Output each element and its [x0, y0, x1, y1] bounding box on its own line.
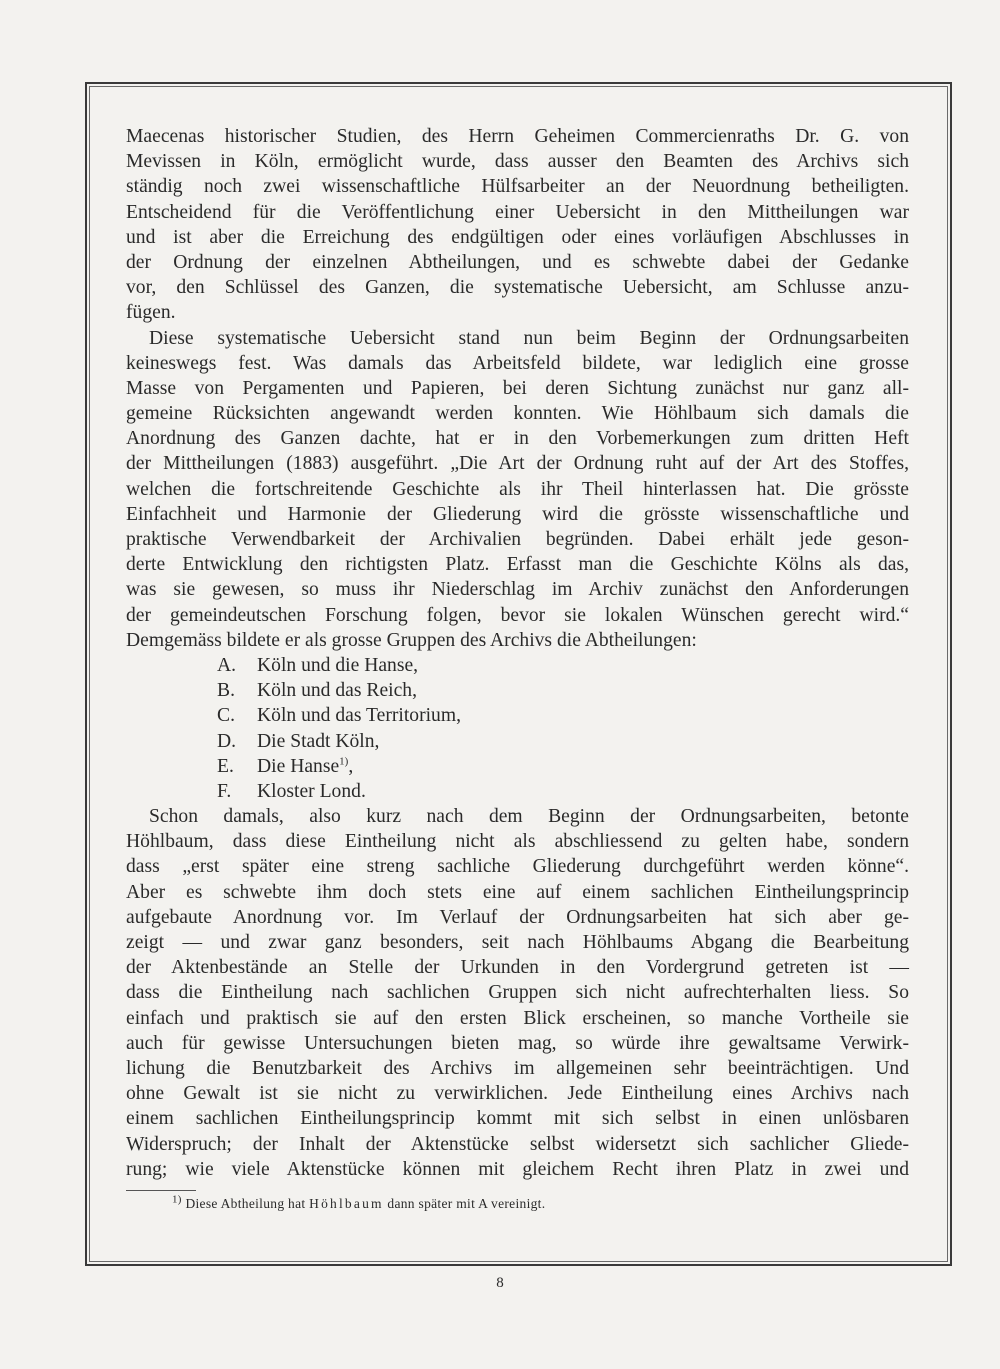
text-line: und ist aber die Erreichung des endgültigen oder eines vorläufigen Abschlusses in — [126, 226, 909, 248]
text-line: auch für gewisse Untersuchungen bieten mag, so würde ihre gewaltsame Verwirk- — [126, 1032, 909, 1054]
page-number: 8 — [496, 1275, 504, 1291]
text-line: Mevissen in Köln, ermöglicht wurde, dass ausser den Beamten des Archivs sich — [126, 151, 909, 173]
text-line: vor, den Schlüssel des Ganzen, die systematische Uebersicht, am Schlusse anzu- — [126, 277, 909, 299]
text-line: Demgemäss bildete er als grosse Gruppen des Archivs die Abtheilungen: — [126, 629, 697, 651]
list-text: Köln und das Reich, — [257, 680, 417, 702]
list-letter: C. — [217, 705, 235, 727]
text-line: was sie gewesen, so muss ihr Niederschlag im Archiv zunächst den Anforderungen — [126, 579, 909, 601]
footnote-text-after: dann später mit A vereinigt. — [387, 1196, 546, 1211]
text-line: Einfachheit und Harmonie der Gliederung wird die grösste wissenschaftliche und — [126, 503, 909, 525]
text-line: Schon damals, also kurz nach dem Beginn der Ordnungsarbeiten, betonte — [149, 806, 909, 828]
text-line: Maecenas historischer Studien, des Herrn Geheimen Commercienraths Dr. G. von — [126, 126, 909, 147]
list-item — [126, 703, 909, 728]
text-line: keineswegs fest. Was damals das Arbeitsfeld bildete, war lediglich eine grosse — [126, 352, 909, 374]
text-line: einem sachlichen Eintheilungsprincip kommt mit sich selbst in einen unlösbaren — [126, 1108, 909, 1130]
list-item — [126, 729, 909, 754]
text-line: Masse von Pergamenten und Papieren, bei deren Sichtung zunächst nur ganz all- — [126, 377, 909, 399]
body-text — [126, 124, 909, 1182]
text-line: der Mittheilungen (1883) ausgeführt. „Die Art der Ordnung ruht auf der Art des Stoffes, — [126, 453, 909, 475]
text-line: dass „erst später eine streng sachliche Gliederung durchgeführt werden könne“. — [126, 856, 909, 878]
text-line: der Aktenbestände an Stelle der Urkunden in den Vordergrund getreten ist — — [126, 957, 909, 979]
text-line: aufgebaute Anordnung vor. Im Verlauf der Ordnungsarbeiten hat sich aber ge- — [126, 906, 909, 928]
footnote — [172, 1193, 546, 1212]
text-line: ständig noch zwei wissenschaftliche Hülfsarbeiter an der Neuordnung betheiligten. — [126, 176, 909, 198]
text-line: welchen die fortschreitende Geschichte als ihr Theil hinterlassen hat. Die grösste — [126, 478, 909, 500]
list-letter: F. — [217, 780, 232, 802]
footnote-divider — [126, 1190, 196, 1191]
text-line: zeigt — und zwar ganz besonders, seit nach Höhlbaums Abgang die Bearbeitung — [126, 932, 909, 953]
list-letter: D. — [217, 730, 237, 752]
list-letter: E. — [217, 755, 234, 777]
text-line: Höhlbaum, dass diese Eintheilung nicht als abschliessend zu gelten habe, sondern — [126, 831, 909, 853]
text-line: praktische Verwendbarkeit der Archivalien begründen. Dabei erhält jede geson- — [126, 529, 909, 550]
footnote-name: Höhlbaum — [309, 1196, 384, 1211]
list-text: Die Stadt Köln, — [257, 730, 380, 752]
footnote-mark: 1) — [172, 1193, 182, 1206]
list-text: Kloster Lond. — [257, 780, 366, 802]
list-item — [126, 779, 909, 804]
text-line: Anordnung des Ganzen dachte, hat er in den Vorbemerkungen zum dritten Heft — [126, 428, 909, 450]
text-line: gemeine Rücksichten angewandt werden konnten. Wie Höhlbaum sich damals die — [126, 403, 909, 425]
text-line: einfach und praktisch sie auf den ersten Blick erscheinen, so manche Vortheile sie — [126, 1007, 909, 1029]
text-line: Aber es schwebte ihm doch stets eine auf einem sachlichen Eintheilungsprincip — [126, 881, 909, 903]
text-line: derte Entwicklung den richtigsten Platz. Erfasst man die Geschichte Kölns als das, — [126, 554, 909, 576]
text-line: Entscheidend für die Veröffentlichung einer Uebersicht in den Mittheilungen war — [126, 201, 909, 223]
list-item — [126, 754, 909, 779]
text-line: rung; wie viele Aktenstücke können mit gleichem Recht ihren Platz in zwei und — [126, 1158, 909, 1180]
footnote-reference: 1) — [339, 755, 349, 768]
list-item — [126, 653, 909, 678]
text-line: der gemeindeutschen Forschung folgen, bevor sie lokalen Wünschen gerecht wird.“ — [126, 604, 909, 626]
text-line: dass die Eintheilung nach sachlichen Gruppen sich nicht aufrechterhalten liess. So — [126, 982, 909, 1004]
footnote-text-before: Diese Abtheilung hat — [185, 1196, 306, 1211]
text-line: Widerspruch; der Inhalt der Aktenstücke selbst widersetzt sich sachlicher Gliede- — [126, 1133, 909, 1155]
list-text: Köln und die Hanse, — [257, 654, 419, 676]
list-letter: B. — [217, 680, 235, 702]
list-text-tail: , — [348, 755, 354, 777]
text-line: ohne Gewalt ist sie nicht zu verwirklichen. Jede Eintheilung eines Archivs nach — [126, 1083, 909, 1105]
text-line: der Ordnung der einzelnen Abtheilungen, und es schwebte dabei der Gedanke — [126, 251, 909, 273]
list-text: Köln und das Territorium, — [257, 705, 461, 727]
list-letter: A. — [217, 654, 237, 676]
list-item — [126, 678, 909, 703]
text-line: lichung die Benutzbarkeit des Archivs im allgemeinen sehr beeinträchtigen. Und — [126, 1057, 909, 1079]
text-line: Diese systematische Uebersicht stand nun beim Beginn der Ordnungsarbeiten — [149, 327, 909, 349]
list-text: Die Hanse — [257, 755, 340, 777]
text-line: fügen. — [126, 302, 176, 324]
